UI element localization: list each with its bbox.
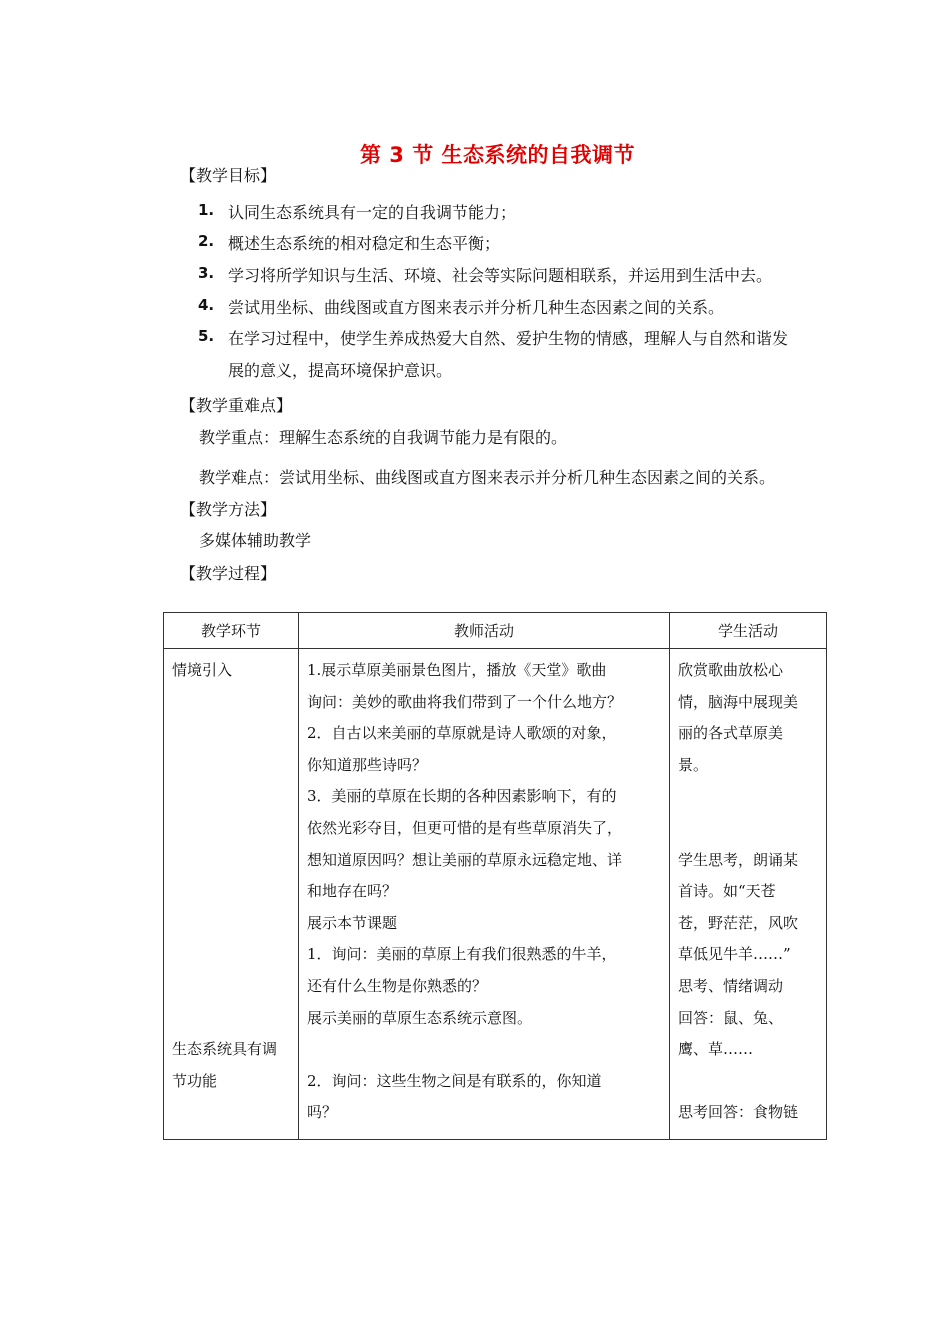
student-activity-line [678,813,818,845]
student-activity-line: 鹰、草…… [678,1040,754,1059]
stage-label: 节功能 [172,1071,218,1090]
teacher-activity-line: 展示本节课题 [307,913,398,932]
objective-number: 4. [198,296,215,314]
page-title: 第 3 节 生态系统的自我调节 [359,143,636,167]
teacher-activity-line [307,1034,661,1066]
teacher-activity-line: 吗？ [307,1103,338,1122]
teaching-difficulty: 教学难点：尝试用坐标、曲线图或直方图来表示并分析几种生态因素之间的关系。 [199,468,776,487]
student-activity-line: 丽的各式草原美 [678,724,784,743]
teaching-focus: 教学重点：理解生态系统的自我调节能力是有限的。 [199,428,568,447]
teaching-process-table [163,612,827,1140]
table-row [164,649,827,1140]
teacher-activity-line: 1.展示草原美丽景色图片，播放《天堂》歌曲 [307,661,607,679]
objective-text: 尝试用坐标、曲线图或直方图来表示并分析几种生态因素之间的关系。 [228,298,725,317]
student-activity-line: 思考、情绪调动 [678,976,784,995]
objective-number: 2. [198,232,215,250]
method-text: 多媒体辅助教学 [199,531,312,550]
header-stage: 教学环节 [164,613,299,649]
teacher-activity-line: 你知道那些诗吗？ [307,755,428,774]
student-activity-line: 回答：鼠、兔、 [678,1008,784,1027]
method-heading: 【教学方法】 [180,500,277,519]
objective-number: 1. [198,201,215,219]
objective-number: 3. [198,264,215,282]
teacher-activity-cell [299,649,670,1140]
student-activity-line: 草低见牛羊……” [678,945,791,964]
objective-text-continued: 展的意义，提高环境保护意识。 [228,361,453,380]
teacher-activity-line: 2．自古以来美丽的草原就是诗人歌颂的对象， [307,724,617,743]
student-activity-line [678,781,818,813]
student-activity-line: 情，脑海中展现美 [678,692,799,711]
objective-text: 学习将所学知识与生活、环境、社会等实际问题相联系，并运用到生活中去。 [228,266,773,285]
teacher-activity-line: 询问：美妙的歌曲将我们带到了一个什么地方？ [307,692,623,711]
header-teacher-activity: 教师活动 [299,613,670,649]
student-activity-line: 苍，野茫茫，风吹 [678,913,799,932]
teacher-activity-line: 依然光彩夺目，但更可惜的是有些草原消失了， [307,818,623,837]
objective-text: 概述生态系统的相对稳定和生态平衡； [228,234,501,253]
student-activity-line: 思考回答：食物链 [678,1103,799,1122]
stage-cell [164,649,299,1140]
teacher-activity-line: 还有什么生物是你熟悉的？ [307,976,488,995]
student-activity-line [678,1066,818,1098]
objective-text: 在学习过程中，使学生养成热爱大自然、爱护生物的情感，理解人与自然和谐发 [228,329,789,348]
objective-number: 5. [198,327,215,345]
table-header-row [164,613,827,649]
teacher-activity-line: 1．询问：美丽的草原上有我们很熟悉的牛羊， [307,945,617,964]
student-activity-line: 首诗。如“天苍 [678,882,776,901]
teacher-activity-line: 想知道原因吗？想让美丽的草原永远稳定地、详 [307,850,623,869]
stage-label: 情境引入 [172,661,233,679]
student-activity-line: 景。 [678,755,709,774]
teacher-activity-line: 和地存在吗？ [307,882,398,901]
key-points-heading: 【教学重难点】 [180,396,293,415]
stage-label: 生态系统具有调 [172,1040,278,1059]
student-activity-line: 学生思考，朗诵某 [678,850,799,869]
objective-text: 认同生态系统具有一定的自我调节能力； [228,203,517,222]
process-heading: 【教学过程】 [180,564,277,583]
teacher-activity-line: 3．美丽的草原在长期的各种因素影响下，有的 [307,787,617,806]
teacher-activity-line: 2．询问：这些生物之间是有联系的，你知道 [307,1071,602,1090]
student-activity-cell [670,649,827,1140]
teacher-activity-line: 展示美丽的草原生态系统示意图。 [307,1008,533,1027]
objectives-heading: 【教学目标】 [180,166,277,185]
student-activity-line: 欣赏歌曲放松心 [678,661,784,679]
header-student-activity: 学生活动 [670,613,827,649]
